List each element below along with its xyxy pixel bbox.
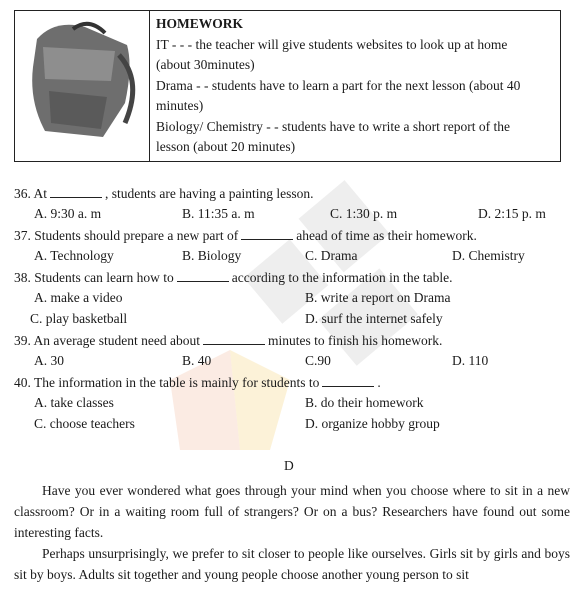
option-a[interactable]: A. 30 — [34, 353, 64, 368]
question-36 — [14, 185, 313, 202]
question-39 — [14, 332, 442, 349]
question-stem-end: ahead of time as their homework. — [296, 228, 477, 243]
passage-paragraph: Perhaps unsurprisingly, we prefer to sit closer to people like ourselves. Girls sit by girls and boys sit by boys. Adults sit together and young people choose another young person to sit — [14, 546, 570, 582]
homework-line: lesson (about 20 minutes) — [156, 139, 296, 154]
question-stem-end: according to the information in the table. — [231, 270, 453, 285]
question-stem: 38. Students can learn how to — [14, 270, 174, 285]
question-stem: 37. Students should prepare a new part of — [14, 228, 239, 243]
answer-blank — [177, 269, 229, 282]
question-37 — [14, 227, 477, 244]
option-d[interactable]: D. 110 — [452, 353, 489, 368]
option-d[interactable]: D. surf the internet safely — [305, 311, 443, 326]
option-d[interactable]: D. organize hobby group — [305, 416, 440, 431]
homework-table — [14, 10, 561, 162]
question-stem: 36. At — [14, 186, 48, 201]
passage-paragraph: Have you ever wondered what goes through your mind when you choose where to sit in a new classroom? Or in a waiting room full of strangers? Or on a bus? Researchers have found out some interesting facts. — [14, 483, 570, 540]
option-a[interactable]: A. take classes — [34, 395, 114, 410]
option-a[interactable]: A. 9:30 a. m — [34, 206, 102, 221]
answer-blank — [241, 227, 293, 240]
answer-blank — [203, 332, 265, 345]
section-letter: D — [284, 458, 294, 473]
option-b[interactable]: B. write a report on Drama — [305, 290, 451, 305]
answer-blank — [50, 185, 102, 198]
question-stem-end: minutes to finish his homework. — [267, 333, 443, 348]
option-d[interactable]: D. 2:15 p. m — [478, 206, 546, 221]
option-b[interactable]: B. 11:35 a. m — [182, 206, 255, 221]
option-a[interactable]: A. make a video — [34, 290, 123, 305]
question-stem-end: , students are having a painting lesson. — [105, 186, 314, 201]
option-c[interactable]: C. play basketball — [30, 311, 128, 326]
homework-line: Biology/ Chemistry - - students have to write a short report of the — [156, 118, 510, 134]
question-stem: 40. The information in the table is mainly for students to — [14, 375, 320, 390]
homework-line: (about 30minutes) — [156, 57, 255, 72]
option-b[interactable]: B. Biology — [182, 248, 242, 263]
homework-line: IT - - - the teacher will give students websites to look up at home — [156, 36, 508, 52]
option-c[interactable]: C. Drama — [305, 248, 358, 263]
option-a[interactable]: A. Technology — [34, 248, 114, 263]
option-d[interactable]: D. Chemistry — [452, 248, 525, 263]
option-c[interactable]: C. 1:30 p. m — [330, 206, 398, 221]
question-38 — [14, 269, 453, 286]
option-c[interactable]: C. choose teachers — [34, 416, 135, 431]
option-c[interactable]: C.90 — [305, 353, 331, 368]
homework-line: minutes) — [156, 98, 204, 113]
homework-text — [150, 11, 560, 161]
option-b[interactable]: B. 40 — [182, 353, 212, 368]
question-40 — [14, 374, 381, 391]
answer-blank — [322, 374, 374, 387]
homework-line: Drama - - students have to learn a part for the next lesson (about 40 — [156, 77, 521, 93]
option-b[interactable]: B. do their homework — [305, 395, 424, 410]
homework-title: HOMEWORK — [156, 16, 243, 31]
question-stem-end: . — [377, 375, 381, 390]
question-stem: 39. An average student need about — [14, 333, 200, 348]
backpack-image — [15, 11, 150, 161]
